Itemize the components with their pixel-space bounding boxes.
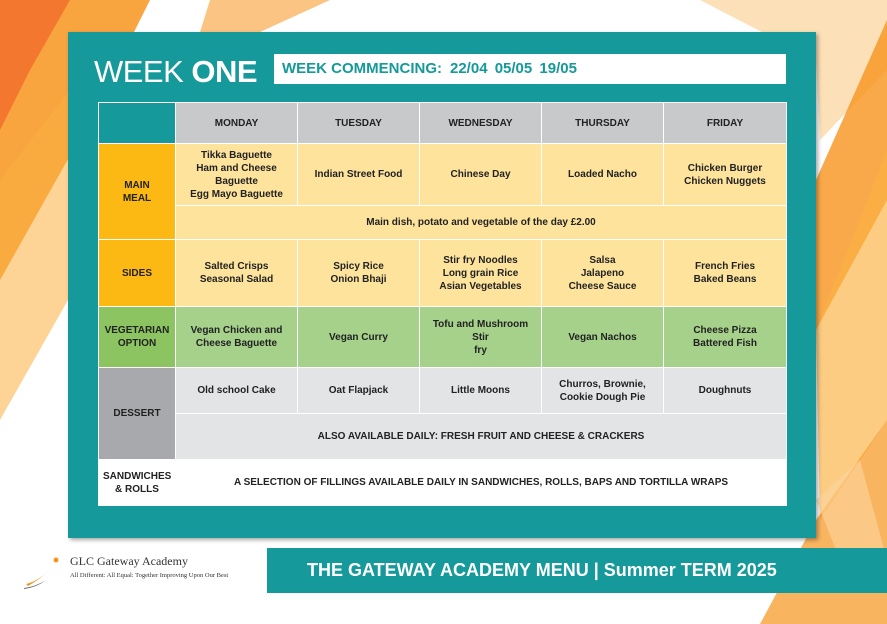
category-sides: [99, 240, 176, 307]
main-meal-thursday: [542, 144, 664, 206]
menu-item: Seasonal Salad: [199, 274, 274, 285]
menu-item: Churros, Brownie,: [559, 378, 646, 390]
sides-wednesday: [420, 240, 542, 307]
menu-title-banner: THE GATEWAY ACADEMY MENU | Summer TERM 2025: [267, 548, 887, 593]
menu-item: Indian Street Food: [314, 169, 403, 180]
category-label-line: MAIN: [124, 179, 150, 191]
menu-item: Asian Vegetables: [439, 280, 522, 292]
sides-friday: [664, 240, 787, 307]
sides-monday: [176, 240, 298, 307]
vegetarian-row: [99, 307, 787, 368]
sandwiches-banner: A SELECTION OF FILLINGS AVAILABLE DAILY IN SANDWICHES, ROLLS, BAPS AND TORTILLA WRAPS: [176, 460, 787, 506]
menu-item: Cheese Sauce: [568, 280, 637, 292]
corner-cell: [99, 103, 176, 144]
menu-item: Chicken Nuggets: [684, 175, 766, 187]
day-header-friday: FRIDAY: [664, 103, 787, 144]
week-title-word: WEEK: [94, 54, 184, 89]
week-commencing-label: WEEK COMMENCING:: [282, 60, 442, 77]
menu-item: Salsa: [589, 254, 616, 266]
sides-row: [99, 240, 787, 307]
dessert-monday: [176, 368, 298, 414]
menu-item: Salted Crisps: [204, 261, 269, 272]
menu-item: Vegan Curry: [329, 331, 388, 343]
also-available-banner: ALSO AVAILABLE DAILY: FRESH FRUIT AND CHEESE & CRACKERS: [176, 414, 787, 460]
dessert-row: [99, 368, 787, 414]
menu-item: Oat Flapjack: [328, 385, 389, 396]
vegetarian-friday: [664, 307, 787, 368]
day-header-row: [99, 103, 787, 144]
category-label-line: MEAL: [122, 192, 152, 204]
category-sandwiches: [99, 460, 176, 506]
menu-item: Doughnuts: [698, 385, 752, 396]
academy-logo: [22, 548, 272, 592]
menu-item: Onion Bhaji: [330, 274, 387, 285]
category-label-line: OPTION: [117, 338, 157, 349]
academy-tagline: All Different: All Equal: Together Improving Upon Our Best: [70, 572, 229, 579]
swoosh-logo-icon: [22, 550, 64, 590]
dessert-friday: [664, 368, 787, 414]
main-dish-banner: Main dish, potato and vegetable of the day £2.00: [176, 206, 787, 240]
menu-item: French Fries: [694, 261, 756, 272]
menu-item: Little Moons: [451, 385, 510, 396]
academy-name: GLC Gateway Academy: [70, 554, 188, 568]
menu-item: Egg Mayo Baguette: [190, 188, 283, 200]
menu-item: Long grain Rice: [442, 267, 519, 279]
menu-item: Chinese Day: [450, 169, 511, 180]
menu-item: Loaded Nacho: [568, 169, 637, 180]
menu-item: Battered Fish: [693, 338, 757, 349]
dessert-extra-row: [99, 414, 787, 460]
vegetarian-thursday: [542, 307, 664, 368]
category-label-line: SANDWICHES: [103, 470, 172, 482]
day-header-thursday: THURSDAY: [542, 103, 664, 144]
main-meal-row: [99, 144, 787, 206]
dessert-wednesday: [420, 368, 542, 414]
menu-item: Vegan Nachos: [568, 331, 637, 343]
week-commencing-dates: 22/04 05/05 19/05: [450, 60, 577, 77]
menu-item: Cheese Pizza: [693, 325, 757, 336]
week-title: [94, 54, 257, 90]
menu-item: Cookie Dough Pie: [559, 391, 646, 403]
menu-item: Chicken Burger: [687, 162, 763, 174]
week-title-number: ONE: [191, 54, 258, 89]
dessert-thursday: [542, 368, 664, 414]
menu-item: Old school Cake: [197, 385, 276, 396]
menu-item: Tikka Baguette: [201, 149, 272, 161]
category-label-line: SIDES: [121, 267, 152, 279]
day-header-monday: MONDAY: [176, 103, 298, 144]
vegetarian-tuesday: [298, 307, 420, 368]
main-dish-row: [99, 206, 787, 240]
main-meal-tuesday: [298, 144, 420, 206]
dessert-tuesday: [298, 368, 420, 414]
menu-item: Baguette: [215, 175, 258, 187]
menu-item: Tofu and Mushroom Stir: [432, 318, 529, 343]
main-meal-monday: [176, 144, 298, 206]
menu-item: Vegan Chicken and: [190, 325, 283, 336]
sides-tuesday: [298, 240, 420, 307]
menu-panel: [68, 32, 816, 538]
day-header-wednesday: WEDNESDAY: [420, 103, 542, 144]
sandwiches-row: [99, 460, 787, 506]
menu-item: Stir fry Noodles: [443, 254, 518, 266]
vegetarian-wednesday: [420, 307, 542, 368]
menu-item: Spicy Rice: [333, 261, 384, 272]
day-header-tuesday: TUESDAY: [298, 103, 420, 144]
menu-item: Ham and Cheese: [196, 162, 277, 174]
category-vegetarian: [99, 307, 176, 368]
menu-item: Jalapeno: [580, 267, 625, 279]
main-meal-wednesday: [420, 144, 542, 206]
category-label-line: & ROLLS: [115, 483, 159, 495]
category-label-line: DESSERT: [113, 408, 161, 419]
menu-table: [98, 102, 787, 506]
sides-thursday: [542, 240, 664, 307]
category-dessert: [99, 368, 176, 460]
main-meal-friday: [664, 144, 787, 206]
vegetarian-monday: [176, 307, 298, 368]
category-label-line: VEGETARIAN: [104, 325, 170, 336]
week-commencing-box: [274, 54, 786, 84]
category-main-meal: [99, 144, 176, 240]
menu-item: fry: [474, 344, 487, 356]
menu-item: Cheese Baguette: [195, 338, 278, 349]
menu-item: Baked Beans: [693, 274, 757, 285]
